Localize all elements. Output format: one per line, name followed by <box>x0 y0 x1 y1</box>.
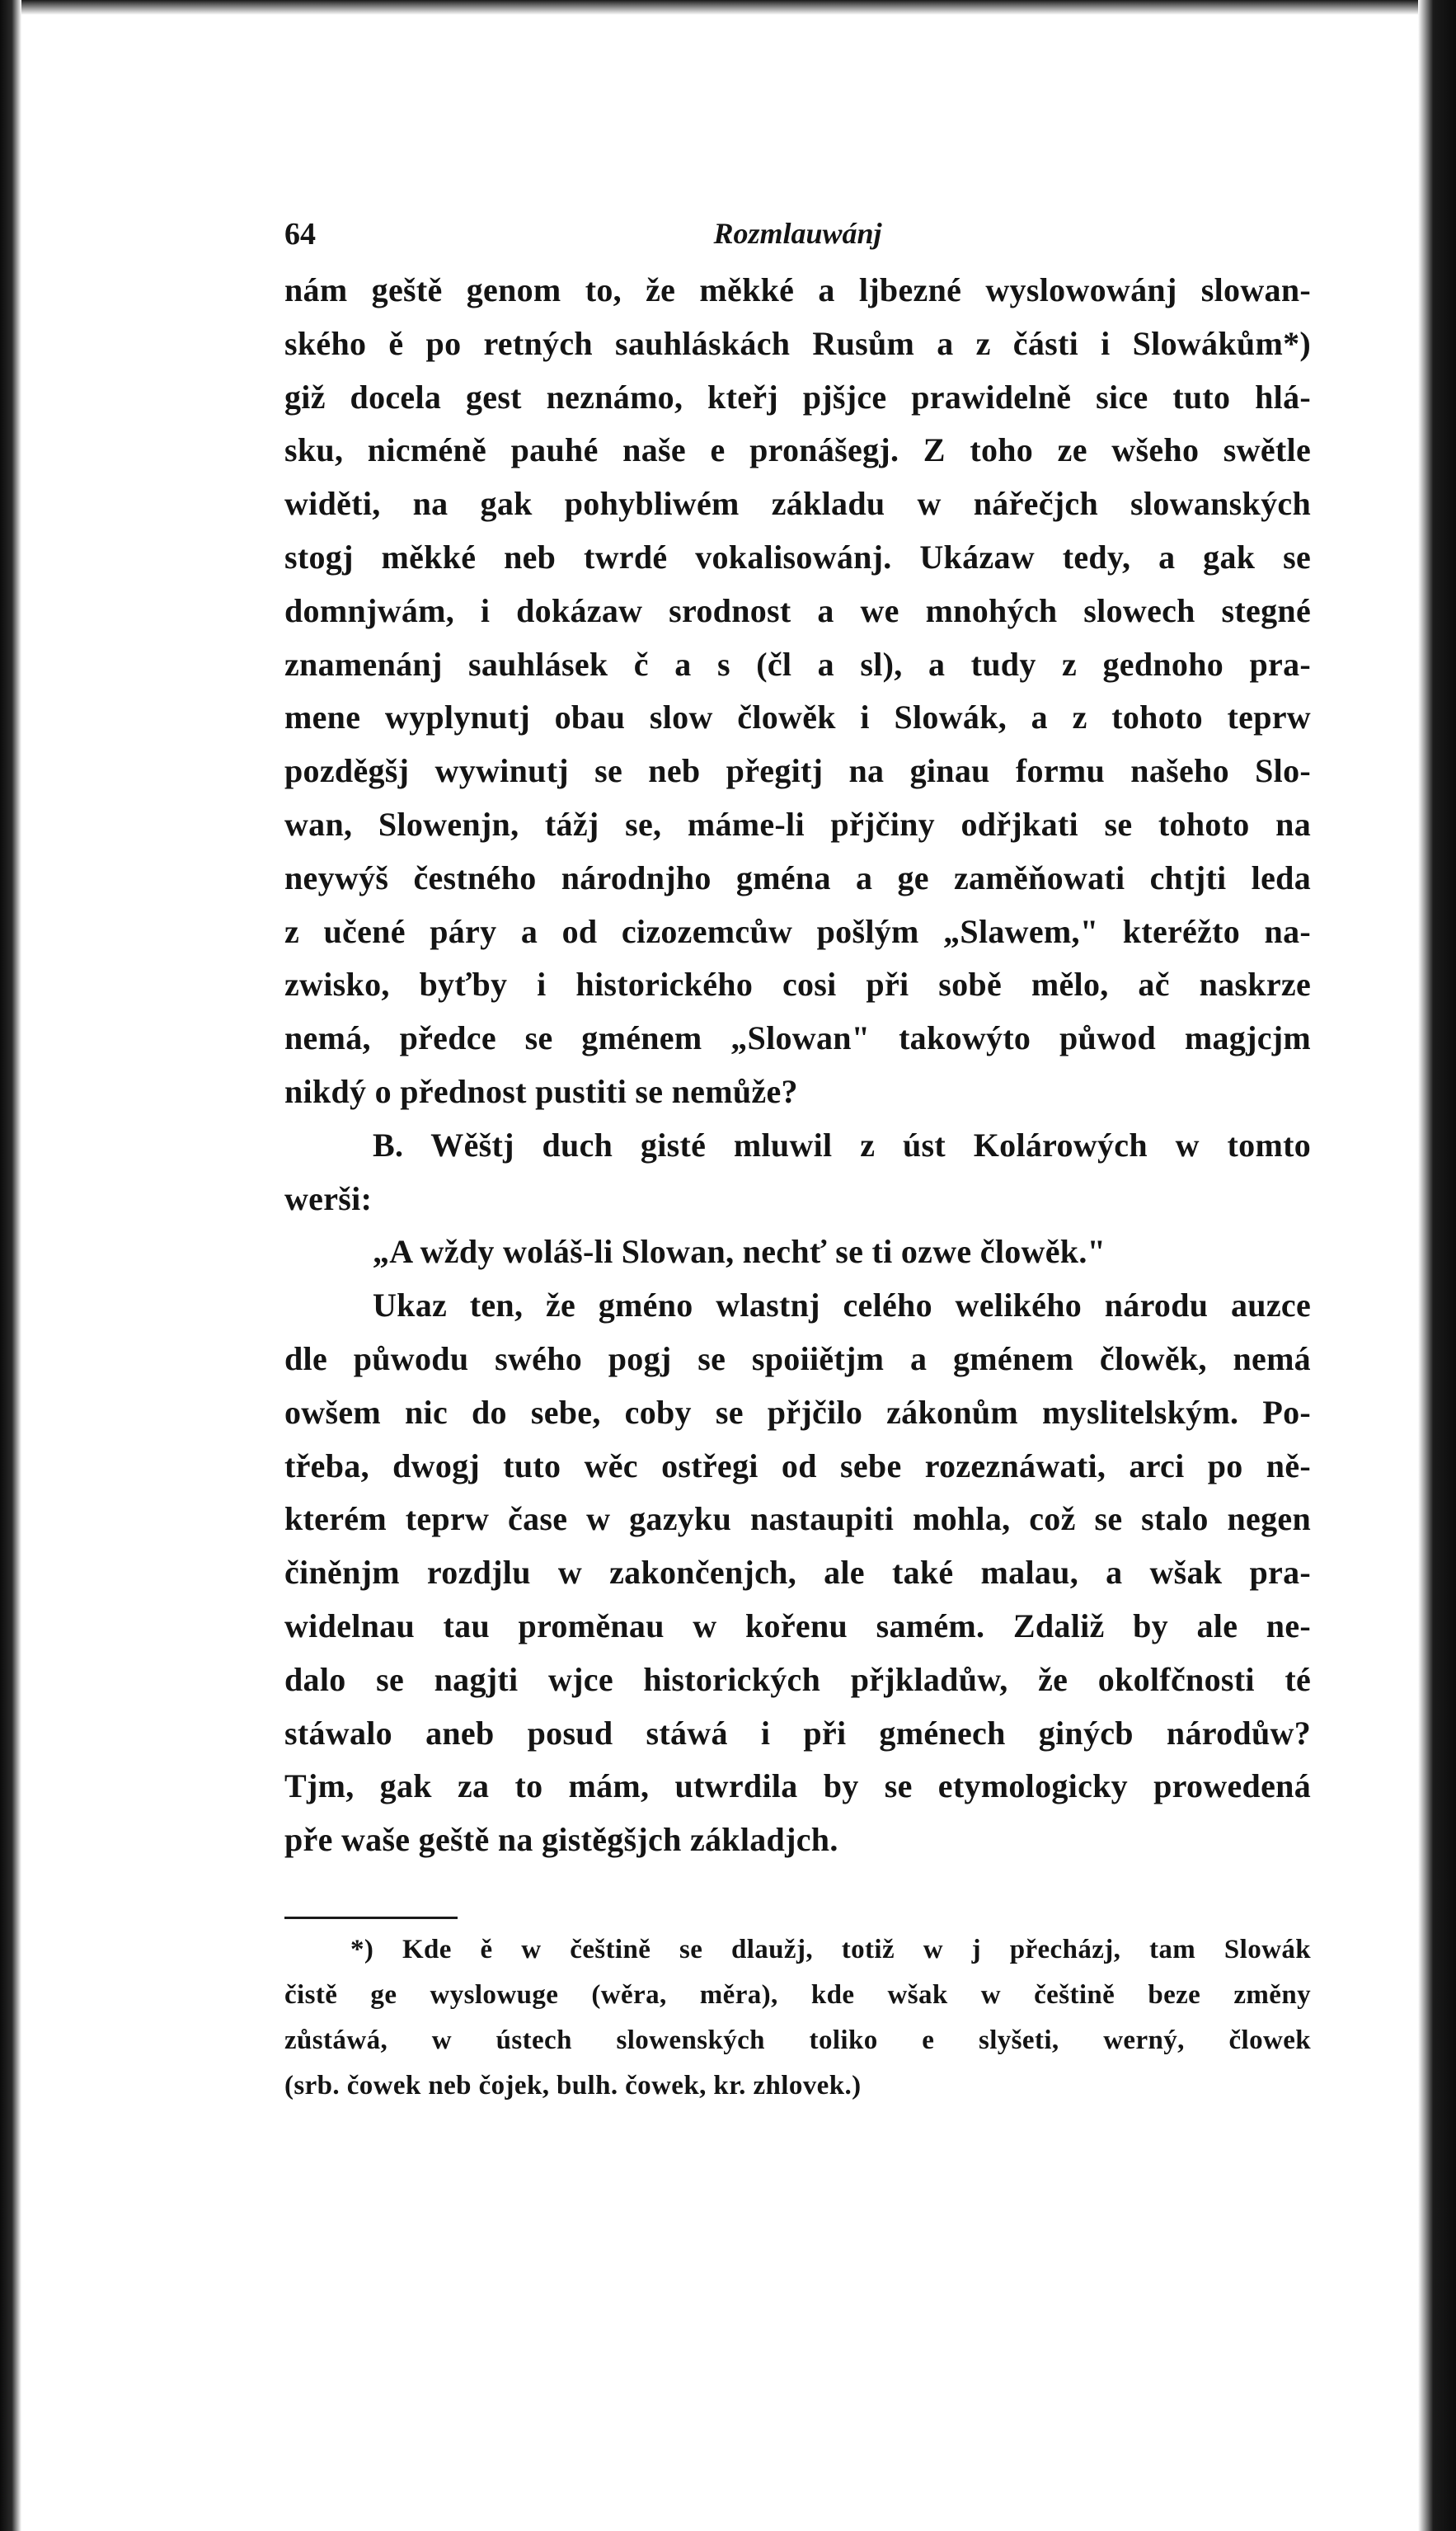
text-line: widěti, na gak pohybliwém základu w nářečjch slowanských <box>284 485 1311 523</box>
text-line: Ukaz ten, že gméno wlastnj celého welikého národu auzce <box>373 1287 1311 1324</box>
scan-edge-top <box>0 0 1456 15</box>
text-line: domnjwám, i dokázaw srodnost a we mnohých slowech stegné <box>284 591 1311 629</box>
text-line: nemá, předce se gménem „Slowan" takowýto půwod magjcjm <box>284 1019 1311 1057</box>
text-line: sku, nicméně pauhé naše e pronášegj. Z toho ze wšeho swětle <box>284 431 1311 469</box>
footnote-divider <box>284 1917 458 1919</box>
text-line: činěnjm rozdjlu w zakončenjch, ale také malau, a wšak pra- <box>284 1554 1311 1592</box>
text-line: wan, Slowenjn, tážj se, máme-li přjčiny odřjkati se tohoto na <box>284 805 1311 843</box>
text-line: ského ě po retných sauhláskách Rusům a z části i Slowákům*) <box>284 324 1311 362</box>
book-page <box>284 206 1311 2109</box>
text-line: giž docela gest neznámo, kteřj pjšjce prawidelně sice tuto hlá- <box>284 378 1311 416</box>
footnote-line: čistě ge wyslowuge (wěra, měra), kde wšak w češtině beze změny <box>284 1979 1311 2010</box>
footnote-line: zůstáwá, w ústech slowenských toliko e slyšeti, werný, člowek <box>284 2025 1311 2055</box>
text-line: pozděgšj wywinutj se neb přegitj na ginau formu našeho Slo- <box>284 752 1311 790</box>
footnote <box>284 1927 1311 2109</box>
paragraph-3 <box>284 1279 1311 1867</box>
page-header <box>284 206 1311 264</box>
text-line: mene wyplynutj obau slow člowěk i Slowák, a z tohoto teprw <box>284 699 1311 736</box>
text-line: zwisko, byťby i historického cosi při sobě mělo, ač naskrze <box>284 966 1311 1004</box>
text-line: widelnau tau proměnau w kořenu samém. Zdaliž by ale ne- <box>284 1607 1311 1644</box>
text-line: werši: <box>284 1179 373 1217</box>
footnote-line: (srb. čowek neb čojek, bulh. čowek, kr. zhlovek.) <box>284 2070 862 2101</box>
text-line: pře waše geště na gistěgšjch základjch. <box>284 1821 838 1859</box>
running-head: Rozmlauwánj <box>713 217 882 250</box>
text-line: kterém teprw čase w gazyku nastaupiti mohla, což se stalo negen <box>284 1500 1311 1538</box>
main-text <box>284 264 1311 1867</box>
text-line: owšem nic do sebe, coby se přjčilo zákonům myslitelským. Po- <box>284 1393 1311 1431</box>
text-line: Tjm, gak za to mám, utwrdila by se etymologicky prowedená <box>284 1767 1311 1805</box>
text-line: znamenánj sauhlásek č a s (čl a sl), a tudy z gednoho pra- <box>284 645 1311 683</box>
text-line: dle půwodu swého pogj se spoiiětjm a gménem člowěk, nemá <box>284 1339 1311 1377</box>
text-line: z učené páry a od cizozemcůw pošlým „Slawem," kteréžto na- <box>284 912 1311 950</box>
text-line: B. Wěštj duch gisté mluwil z úst Kolárowých w tomto <box>373 1126 1311 1164</box>
text-line: stogj měkké neb twrdé vokalisowánj. Ukázaw tedy, a gak se <box>284 538 1311 576</box>
text-line: nikdý o přednost pustiti se nemůže? <box>284 1072 798 1110</box>
text-line: neywýš čestného národnjho gména a ge zaměňowati chtjti leda <box>284 859 1311 896</box>
scan-edge-left <box>0 0 21 2531</box>
verse-quote <box>284 1226 1311 1279</box>
text-line: „A wždy woláš-li Slowan, nechť se ti ozwe člowěk." <box>373 1233 1106 1271</box>
page-number: 64 <box>284 217 316 252</box>
text-line: nám geště genom to, že měkké a ljbezné wyslowowánj slowan- <box>284 271 1311 308</box>
text-line: dalo se nagjti wjce historických přjkladůw, že okolfčnosti té <box>284 1660 1311 1698</box>
footnote-line: *) Kde ě w češtině se dlaužj, totiž w j přecházj, tam Slowák <box>350 1934 1311 1964</box>
text-line: stáwalo aneb posud stáwá i při gménech ginýcb národůw? <box>284 1714 1311 1752</box>
paragraph-1 <box>284 264 1311 1119</box>
paragraph-2 <box>284 1119 1311 1226</box>
scan-edge-right <box>1418 0 1456 2531</box>
text-line: třeba, dwogj tuto wěc ostřegi od sebe rozeznáwati, arci po ně- <box>284 1447 1311 1484</box>
